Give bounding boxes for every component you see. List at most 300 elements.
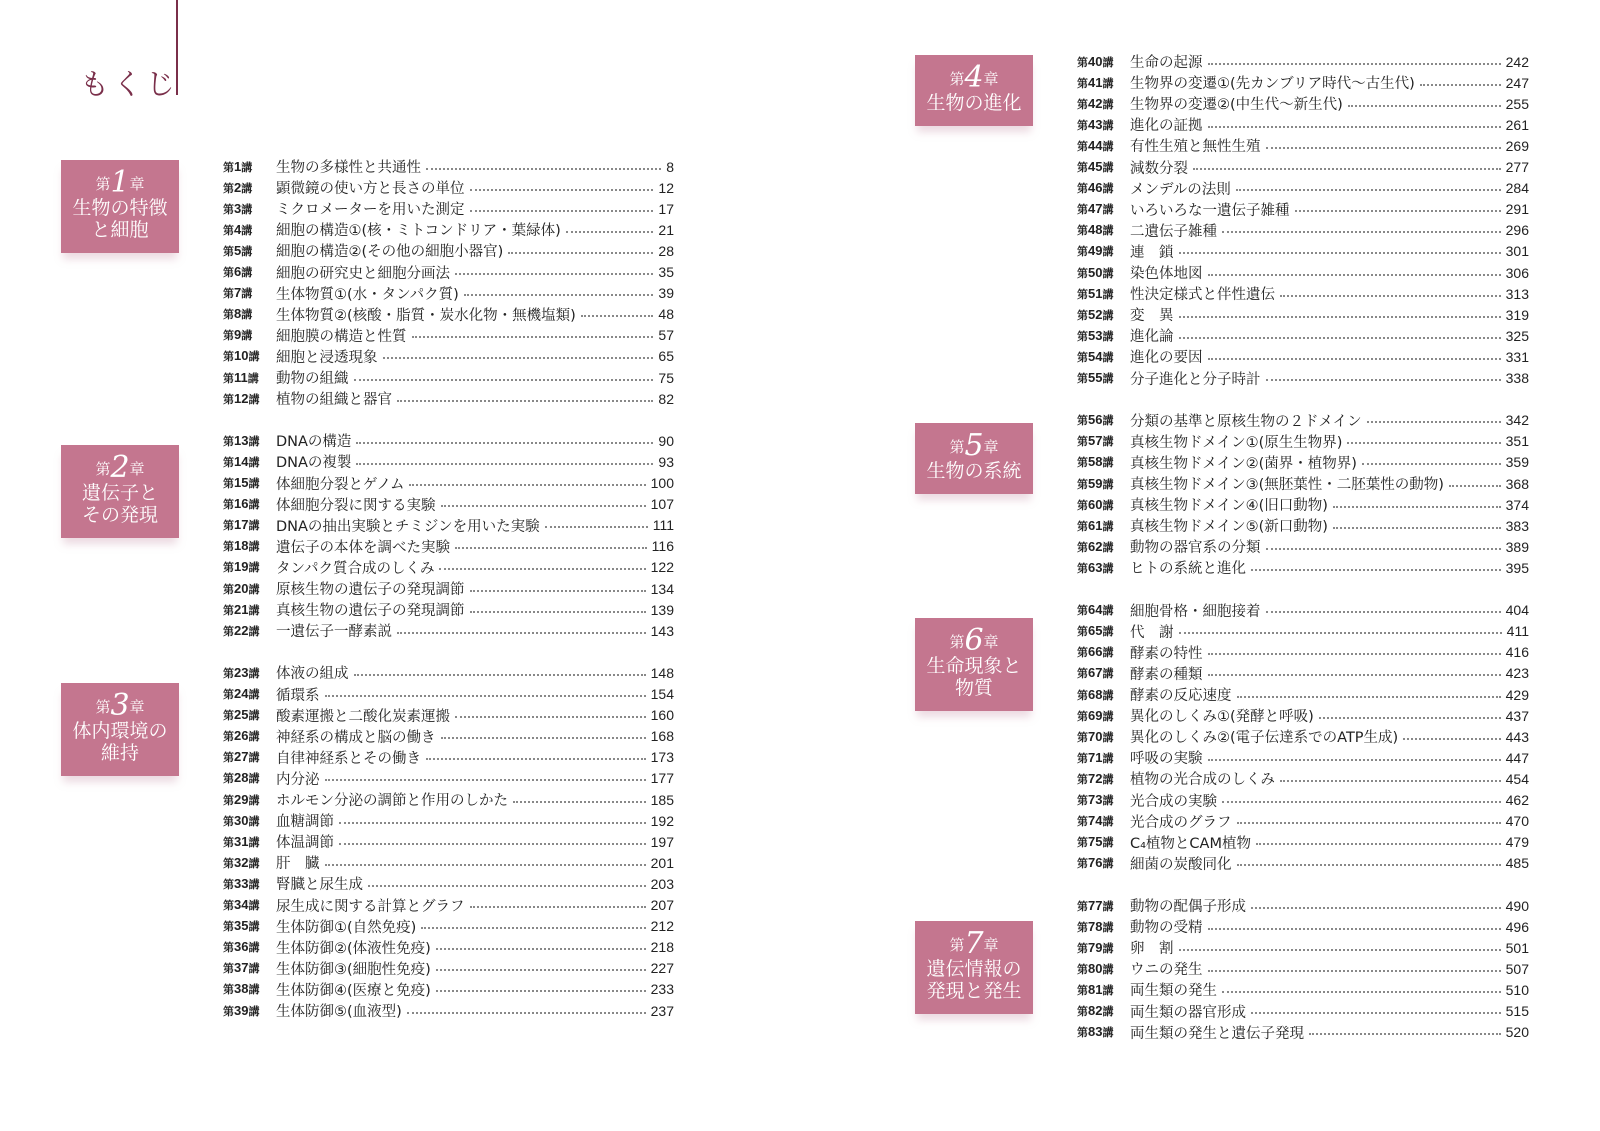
lecture-title: ホルモン分泌の調節と作用のしかた	[276, 793, 508, 809]
lecture-suffix: 講	[248, 941, 260, 955]
lecture-number	[223, 391, 276, 407]
toc-entry[interactable]	[223, 873, 674, 894]
lecture-prefix: 第	[223, 455, 234, 469]
lecture-prefix: 第	[1077, 76, 1088, 90]
lecture-suffix: 講	[1102, 688, 1114, 702]
lecture-title: DNAの複製	[276, 455, 352, 472]
dot-leader	[470, 189, 654, 191]
toc-entry[interactable]	[223, 451, 674, 472]
page-number: 331	[1505, 348, 1529, 365]
lecture-title: 生体物質①(水・タンパク質)	[276, 286, 459, 303]
lecture-title: 異化のしくみ②(電子伝達系でのATP生成)	[1130, 730, 1399, 747]
lecture-number	[223, 222, 276, 238]
lecture-prefix: 第	[223, 308, 234, 322]
lecture-prefix: 第	[223, 835, 234, 849]
lecture-number	[1077, 898, 1130, 914]
toc-entry[interactable]	[223, 240, 674, 261]
page-number: 319	[1505, 306, 1529, 323]
lecture-number	[1077, 961, 1130, 977]
dot-leader	[1222, 991, 1501, 993]
lecture-suffix: 講	[1102, 899, 1114, 913]
lecture-number-digit: 15	[234, 475, 249, 490]
toc-entry[interactable]	[223, 747, 674, 768]
dot-leader	[470, 906, 646, 908]
lecture-number-digit: 83	[1088, 1024, 1103, 1040]
page-number: 57	[658, 327, 674, 344]
dot-leader	[1251, 1012, 1501, 1014]
toc-entry[interactable]	[1077, 958, 1529, 979]
dot-leader	[1179, 316, 1501, 318]
lecture-number-digit: 47	[1088, 201, 1103, 217]
dot-leader	[1208, 653, 1501, 655]
lecture-number	[1077, 75, 1130, 91]
chapter-number-suffix: 章	[129, 698, 145, 716]
toc-entry[interactable]	[1077, 325, 1529, 346]
lecture-number	[223, 496, 276, 512]
lecture-title: 進化論	[1130, 329, 1174, 346]
lecture-number-digit: 75	[1088, 834, 1103, 850]
toc-entry[interactable]	[1077, 1022, 1529, 1043]
dot-leader	[470, 590, 646, 592]
lecture-number	[223, 686, 276, 702]
lecture-suffix: 講	[1102, 857, 1114, 871]
lecture-number-digit: 73	[1088, 792, 1103, 807]
toc-entry[interactable]	[223, 304, 674, 325]
dot-leader	[455, 273, 653, 275]
toc-entry[interactable]	[223, 789, 674, 810]
toc-entry[interactable]	[1077, 600, 1529, 621]
page-number: 470	[1505, 813, 1529, 830]
toc-entry[interactable]	[1077, 621, 1529, 642]
toc-entry[interactable]	[1077, 494, 1529, 515]
toc-entry[interactable]	[223, 620, 674, 641]
lecture-number-digit: 43	[1088, 116, 1103, 132]
toc-entry[interactable]	[1077, 684, 1529, 705]
toc-entry[interactable]	[223, 536, 674, 557]
lecture-prefix: 第	[223, 856, 234, 870]
lecture-number-digit: 39	[234, 1002, 249, 1018]
toc-entry[interactable]	[223, 283, 674, 304]
dot-leader	[325, 779, 646, 781]
lecture-number-digit: 24	[234, 686, 249, 701]
page-number: 501	[1505, 939, 1529, 956]
lecture-prefix: 第	[1077, 836, 1088, 850]
page-number: 342	[1505, 412, 1529, 429]
lecture-number-digit: 79	[1088, 939, 1103, 955]
lecture-suffix: 講	[1102, 55, 1114, 69]
lecture-prefix: 第	[1077, 118, 1088, 132]
page-number: 510	[1505, 981, 1529, 998]
dot-leader	[354, 674, 646, 676]
lecture-title: ウニの発生	[1130, 962, 1203, 979]
page-number: 374	[1505, 496, 1529, 513]
lecture-title: 細胞の構造②(その他の細胞小器官)	[276, 244, 504, 261]
toc-entry[interactable]	[1077, 199, 1529, 220]
lecture-number	[1077, 1024, 1130, 1040]
dot-leader	[1179, 337, 1501, 339]
chapter-number-suffix: 章	[129, 175, 145, 193]
lecture-prefix: 第	[1077, 435, 1088, 449]
dot-leader	[397, 400, 653, 402]
chapter-title-line: 体内環境の	[72, 720, 168, 742]
lecture-prefix: 第	[1077, 667, 1088, 681]
lecture-number-digit: 80	[1088, 960, 1103, 976]
toc-entry[interactable]	[1077, 768, 1529, 789]
chapter-number-digit: 6	[964, 623, 984, 658]
lecture-number-digit: 16	[234, 496, 249, 512]
lecture-prefix: 第	[1077, 899, 1088, 913]
lecture-suffix: 講	[247, 371, 259, 385]
lecture-suffix: 講	[241, 223, 253, 237]
lecture-prefix: 第	[223, 688, 234, 701]
lecture-title: C₄植物とCAM植物	[1130, 835, 1251, 852]
toc-entry[interactable]	[1077, 93, 1529, 114]
lecture-prefix: 第	[223, 181, 234, 195]
lecture-title: 性決定様式と伴性遺伝	[1130, 287, 1275, 304]
toc-entry[interactable]	[1077, 473, 1529, 494]
lecture-number-digit: 5	[234, 242, 242, 258]
toc-entry[interactable]	[223, 198, 674, 219]
lecture-title: 生体防御①(自然免疫)	[276, 919, 417, 936]
dot-leader	[1420, 84, 1501, 86]
toc-entry[interactable]	[1077, 452, 1529, 473]
toc-entry[interactable]	[1077, 663, 1529, 684]
lecture-title: 酵素の特性	[1130, 645, 1203, 662]
lecture-title: 生物の多様性と共通性	[276, 160, 421, 176]
dot-leader	[1237, 864, 1501, 866]
lecture-suffix: 講	[248, 519, 260, 533]
dot-leader	[545, 526, 648, 528]
toc-entry[interactable]	[1077, 705, 1529, 726]
chapter-number	[61, 450, 179, 485]
lecture-suffix: 講	[248, 983, 260, 997]
dot-leader	[1208, 674, 1501, 676]
toc-entry[interactable]	[1077, 72, 1529, 93]
toc-entry[interactable]	[1077, 178, 1529, 199]
chapter-title-line: 遺伝子と	[81, 482, 158, 504]
toc-entry[interactable]	[1077, 557, 1529, 578]
lecture-number	[223, 770, 276, 786]
lecture-number	[1077, 433, 1130, 449]
toc-entry[interactable]	[1077, 368, 1529, 389]
lecture-number-digit: 70	[1088, 728, 1103, 744]
toc-entry[interactable]	[223, 430, 674, 451]
toc-entry[interactable]	[223, 262, 674, 283]
lecture-number	[1077, 940, 1130, 956]
page-number: 218	[650, 939, 674, 956]
toc-entry[interactable]	[1077, 536, 1529, 557]
dot-leader	[339, 843, 646, 845]
lecture-suffix: 講	[1102, 203, 1114, 217]
lecture-suffix: 講	[248, 793, 260, 807]
dot-leader	[339, 822, 646, 824]
lecture-number	[1077, 180, 1130, 196]
page-number: 411	[1506, 623, 1529, 640]
toc-entry[interactable]	[223, 705, 674, 726]
toc-entry[interactable]	[223, 958, 674, 979]
lecture-number-digit: 51	[1088, 285, 1103, 301]
page-number: 291	[1505, 201, 1529, 218]
lecture-title: DNAの抽出実験とチミジンを用いた実験	[276, 518, 540, 535]
toc-entry[interactable]	[1077, 937, 1529, 958]
toc-entry[interactable]	[223, 599, 674, 620]
lecture-number-digit: 48	[1088, 222, 1103, 238]
lecture-number	[223, 306, 276, 322]
dot-leader	[1237, 696, 1501, 698]
lecture-prefix: 第	[223, 223, 234, 237]
toc-entry[interactable]	[1077, 853, 1529, 874]
lecture-number-digit: 72	[1088, 770, 1103, 786]
toc-entry[interactable]	[223, 388, 674, 409]
lecture-number	[1077, 54, 1130, 70]
lecture-suffix: 講	[1102, 245, 1114, 259]
chapter-number-prefix: 第	[949, 633, 965, 651]
dot-leader	[354, 379, 654, 381]
lecture-suffix: 講	[1102, 139, 1114, 153]
lecture-number	[223, 327, 276, 343]
lecture-suffix: 講	[248, 603, 260, 617]
lecture-prefix: 第	[1077, 561, 1088, 575]
lecture-title: ミクロメーターを用いた測定	[276, 202, 465, 219]
toc-entry[interactable]	[223, 346, 674, 367]
page-number: 338	[1505, 370, 1529, 386]
toc-entry[interactable]	[1077, 811, 1529, 832]
lecture-number-digit: 13	[234, 432, 249, 448]
lecture-prefix: 第	[1077, 329, 1088, 343]
page-number: 395	[1505, 559, 1529, 576]
page-number: 173	[650, 749, 674, 766]
lecture-number-digit: 14	[234, 453, 249, 469]
lecture-title: 真核生物ドメイン④(旧口動物)	[1130, 498, 1328, 515]
dot-leader	[1208, 274, 1501, 276]
lecture-title: 進化の証拠	[1130, 118, 1203, 135]
lecture-number-digit: 69	[1088, 707, 1103, 723]
page-number: 21	[658, 221, 674, 238]
lecture-number-digit: 71	[1088, 749, 1103, 765]
page-number: 107	[650, 496, 674, 513]
page-number: 111	[652, 517, 674, 534]
lecture-suffix: 講	[1102, 76, 1114, 90]
lecture-suffix: 講	[1102, 836, 1114, 850]
toc-entry[interactable]	[223, 494, 674, 515]
toc-entry[interactable]	[223, 1000, 674, 1021]
lecture-number	[1077, 855, 1130, 871]
toc-entry[interactable]	[223, 684, 674, 705]
lecture-title: 代 謝	[1130, 624, 1174, 641]
lecture-title: 両生類の発生と遺伝子発現	[1130, 1025, 1304, 1042]
lecture-title: 生体防御⑤(血液型)	[276, 1004, 402, 1020]
dot-leader	[421, 927, 645, 929]
lecture-number	[223, 201, 276, 217]
lecture-number	[223, 581, 276, 597]
toc-entry[interactable]	[223, 515, 674, 536]
lecture-number-digit: 28	[234, 770, 249, 786]
toc-entry[interactable]	[223, 177, 674, 198]
toc-entry[interactable]	[223, 325, 674, 346]
lecture-number-digit: 65	[1088, 623, 1103, 639]
toc-entry[interactable]	[223, 219, 674, 240]
lecture-suffix: 講	[1102, 962, 1114, 976]
lecture-suffix: 講	[1102, 625, 1114, 639]
lecture-suffix: 講	[1102, 709, 1114, 723]
lecture-title: 染色体地図	[1130, 266, 1203, 282]
page-number: 237	[650, 1002, 674, 1019]
toc-entry[interactable]	[1077, 157, 1529, 178]
toc-entry[interactable]	[1077, 114, 1529, 135]
lecture-number	[223, 1003, 276, 1019]
toc-entry[interactable]	[1077, 304, 1529, 325]
lecture-title: 一遺伝子一酵素説	[276, 624, 392, 641]
lecture-title: 循環系	[276, 687, 320, 704]
toc-entry[interactable]	[1077, 916, 1529, 937]
lecture-number	[1077, 813, 1130, 829]
lecture-number	[1077, 349, 1130, 365]
toc-entry[interactable]	[1077, 747, 1529, 768]
lecture-number-digit: 50	[1088, 264, 1103, 280]
lecture-prefix: 第	[1077, 203, 1088, 217]
lecture-suffix: 講	[248, 856, 260, 870]
toc-entry[interactable]	[1077, 346, 1529, 367]
toc-entry[interactable]	[223, 979, 674, 1000]
toc-entry[interactable]	[1077, 790, 1529, 811]
page-number: 437	[1505, 707, 1529, 724]
lecture-number	[223, 180, 276, 196]
toc-entry[interactable]	[223, 156, 674, 177]
chapter-number	[61, 165, 179, 200]
toc-entry[interactable]	[1077, 1001, 1529, 1022]
lecture-number-digit: 55	[1088, 370, 1103, 385]
page-number: 233	[650, 981, 674, 998]
lecture-prefix: 第	[223, 983, 234, 997]
page-number: 404	[1505, 602, 1529, 619]
toc-entry[interactable]	[1077, 895, 1529, 916]
lecture-suffix: 講	[1102, 350, 1114, 364]
lecture-prefix: 第	[1077, 97, 1088, 111]
lecture-number	[1077, 243, 1130, 259]
toc-entry[interactable]	[223, 557, 674, 578]
toc-entry[interactable]	[1077, 515, 1529, 536]
lecture-prefix: 第	[223, 666, 234, 680]
lecture-number-digit: 34	[234, 897, 249, 912]
lecture-number	[223, 433, 276, 449]
lecture-number	[1077, 159, 1130, 175]
lecture-suffix: 講	[248, 877, 260, 891]
toc-entry[interactable]	[223, 937, 674, 958]
lecture-prefix: 第	[1077, 477, 1088, 491]
dot-leader	[1333, 527, 1501, 529]
lecture-number-digit: 19	[234, 559, 249, 575]
toc-entry[interactable]	[1077, 220, 1529, 241]
toc-entry[interactable]	[1077, 726, 1529, 747]
lecture-number	[223, 855, 276, 871]
lecture-suffix: 講	[248, 455, 260, 469]
lecture-prefix: 第	[223, 962, 234, 976]
toc-entry[interactable]	[1077, 410, 1529, 431]
lecture-number	[223, 792, 276, 808]
lecture-title: 光合成の実験	[1130, 793, 1217, 810]
dot-leader	[566, 231, 654, 233]
lecture-number	[223, 243, 276, 259]
page-number: 39	[658, 285, 674, 302]
toc-entry[interactable]	[1077, 241, 1529, 262]
lecture-number	[223, 623, 276, 639]
lecture-suffix: 講	[248, 814, 260, 828]
lecture-suffix: 講	[241, 181, 253, 195]
toc-entry[interactable]	[1077, 832, 1529, 853]
page-number: 325	[1505, 327, 1529, 344]
lecture-prefix: 第	[223, 266, 234, 279]
toc-entry[interactable]	[1077, 51, 1529, 72]
lecture-prefix: 第	[1077, 498, 1088, 512]
chapter-title-line: 物質	[954, 677, 993, 699]
chapter-number-digit: 5	[964, 428, 984, 463]
dot-leader	[470, 210, 654, 212]
page-number: 490	[1505, 897, 1529, 914]
toc-entry[interactable]	[1077, 283, 1529, 304]
lecture-prefix: 第	[223, 603, 234, 617]
toc-entry[interactable]	[223, 810, 674, 831]
lecture-prefix: 第	[1077, 414, 1088, 428]
lecture-number	[223, 728, 276, 744]
lecture-suffix: 講	[1102, 224, 1114, 238]
chapter-title-line: 生物の進化	[926, 92, 1022, 114]
lecture-number	[1077, 370, 1130, 386]
dot-leader	[356, 442, 653, 444]
toc-entry[interactable]	[1077, 979, 1529, 1000]
lecture-prefix: 第	[223, 392, 234, 406]
lecture-prefix: 第	[1077, 688, 1088, 702]
toc-entry[interactable]	[1077, 642, 1529, 663]
page-number: 447	[1505, 749, 1529, 766]
toc-entry[interactable]	[223, 895, 674, 916]
toc-entry[interactable]	[223, 916, 674, 937]
chapter-title-line: 生物の系統	[926, 460, 1022, 482]
toc-entry[interactable]	[223, 852, 674, 873]
toc-entry[interactable]	[223, 831, 674, 852]
lecture-prefix: 第	[1077, 920, 1088, 934]
lecture-number-digit: 11	[234, 369, 248, 385]
toc-entry[interactable]	[223, 768, 674, 789]
chapter-box-7	[915, 921, 1033, 1014]
lecture-suffix: 講	[1102, 182, 1114, 196]
toc-entry[interactable]	[1077, 262, 1529, 283]
toc-entry[interactable]	[223, 473, 674, 494]
lecture-title: 細胞と浸透現象	[276, 349, 378, 366]
lecture-number-digit: 4	[234, 221, 242, 237]
toc-entry[interactable]	[223, 367, 674, 388]
lecture-number-digit: 68	[1088, 686, 1103, 702]
dot-leader	[455, 547, 647, 549]
lecture-title: 細胞の構造①(核・ミトコンドリア・葉緑体)	[276, 223, 561, 240]
lecture-number	[1077, 138, 1130, 154]
toc-entry[interactable]	[1077, 431, 1529, 452]
chapter-number	[61, 688, 179, 723]
toc-entry[interactable]	[1077, 135, 1529, 156]
page-number: 479	[1505, 834, 1529, 851]
lecture-title: いろいろな一遺伝子雑種	[1130, 202, 1290, 219]
lecture-number-digit: 25	[234, 707, 249, 723]
lecture-title: 分子進化と分子時計	[1130, 371, 1261, 388]
lecture-prefix: 第	[1077, 604, 1088, 618]
page-number: 269	[1505, 137, 1529, 154]
toc-entry[interactable]	[223, 662, 674, 683]
lecture-prefix: 第	[223, 477, 234, 490]
lecture-prefix: 第	[1077, 456, 1088, 470]
lecture-number	[1077, 265, 1130, 281]
toc-entry[interactable]	[223, 578, 674, 599]
page-number: 82	[658, 390, 674, 407]
toc-entry[interactable]	[223, 726, 674, 747]
